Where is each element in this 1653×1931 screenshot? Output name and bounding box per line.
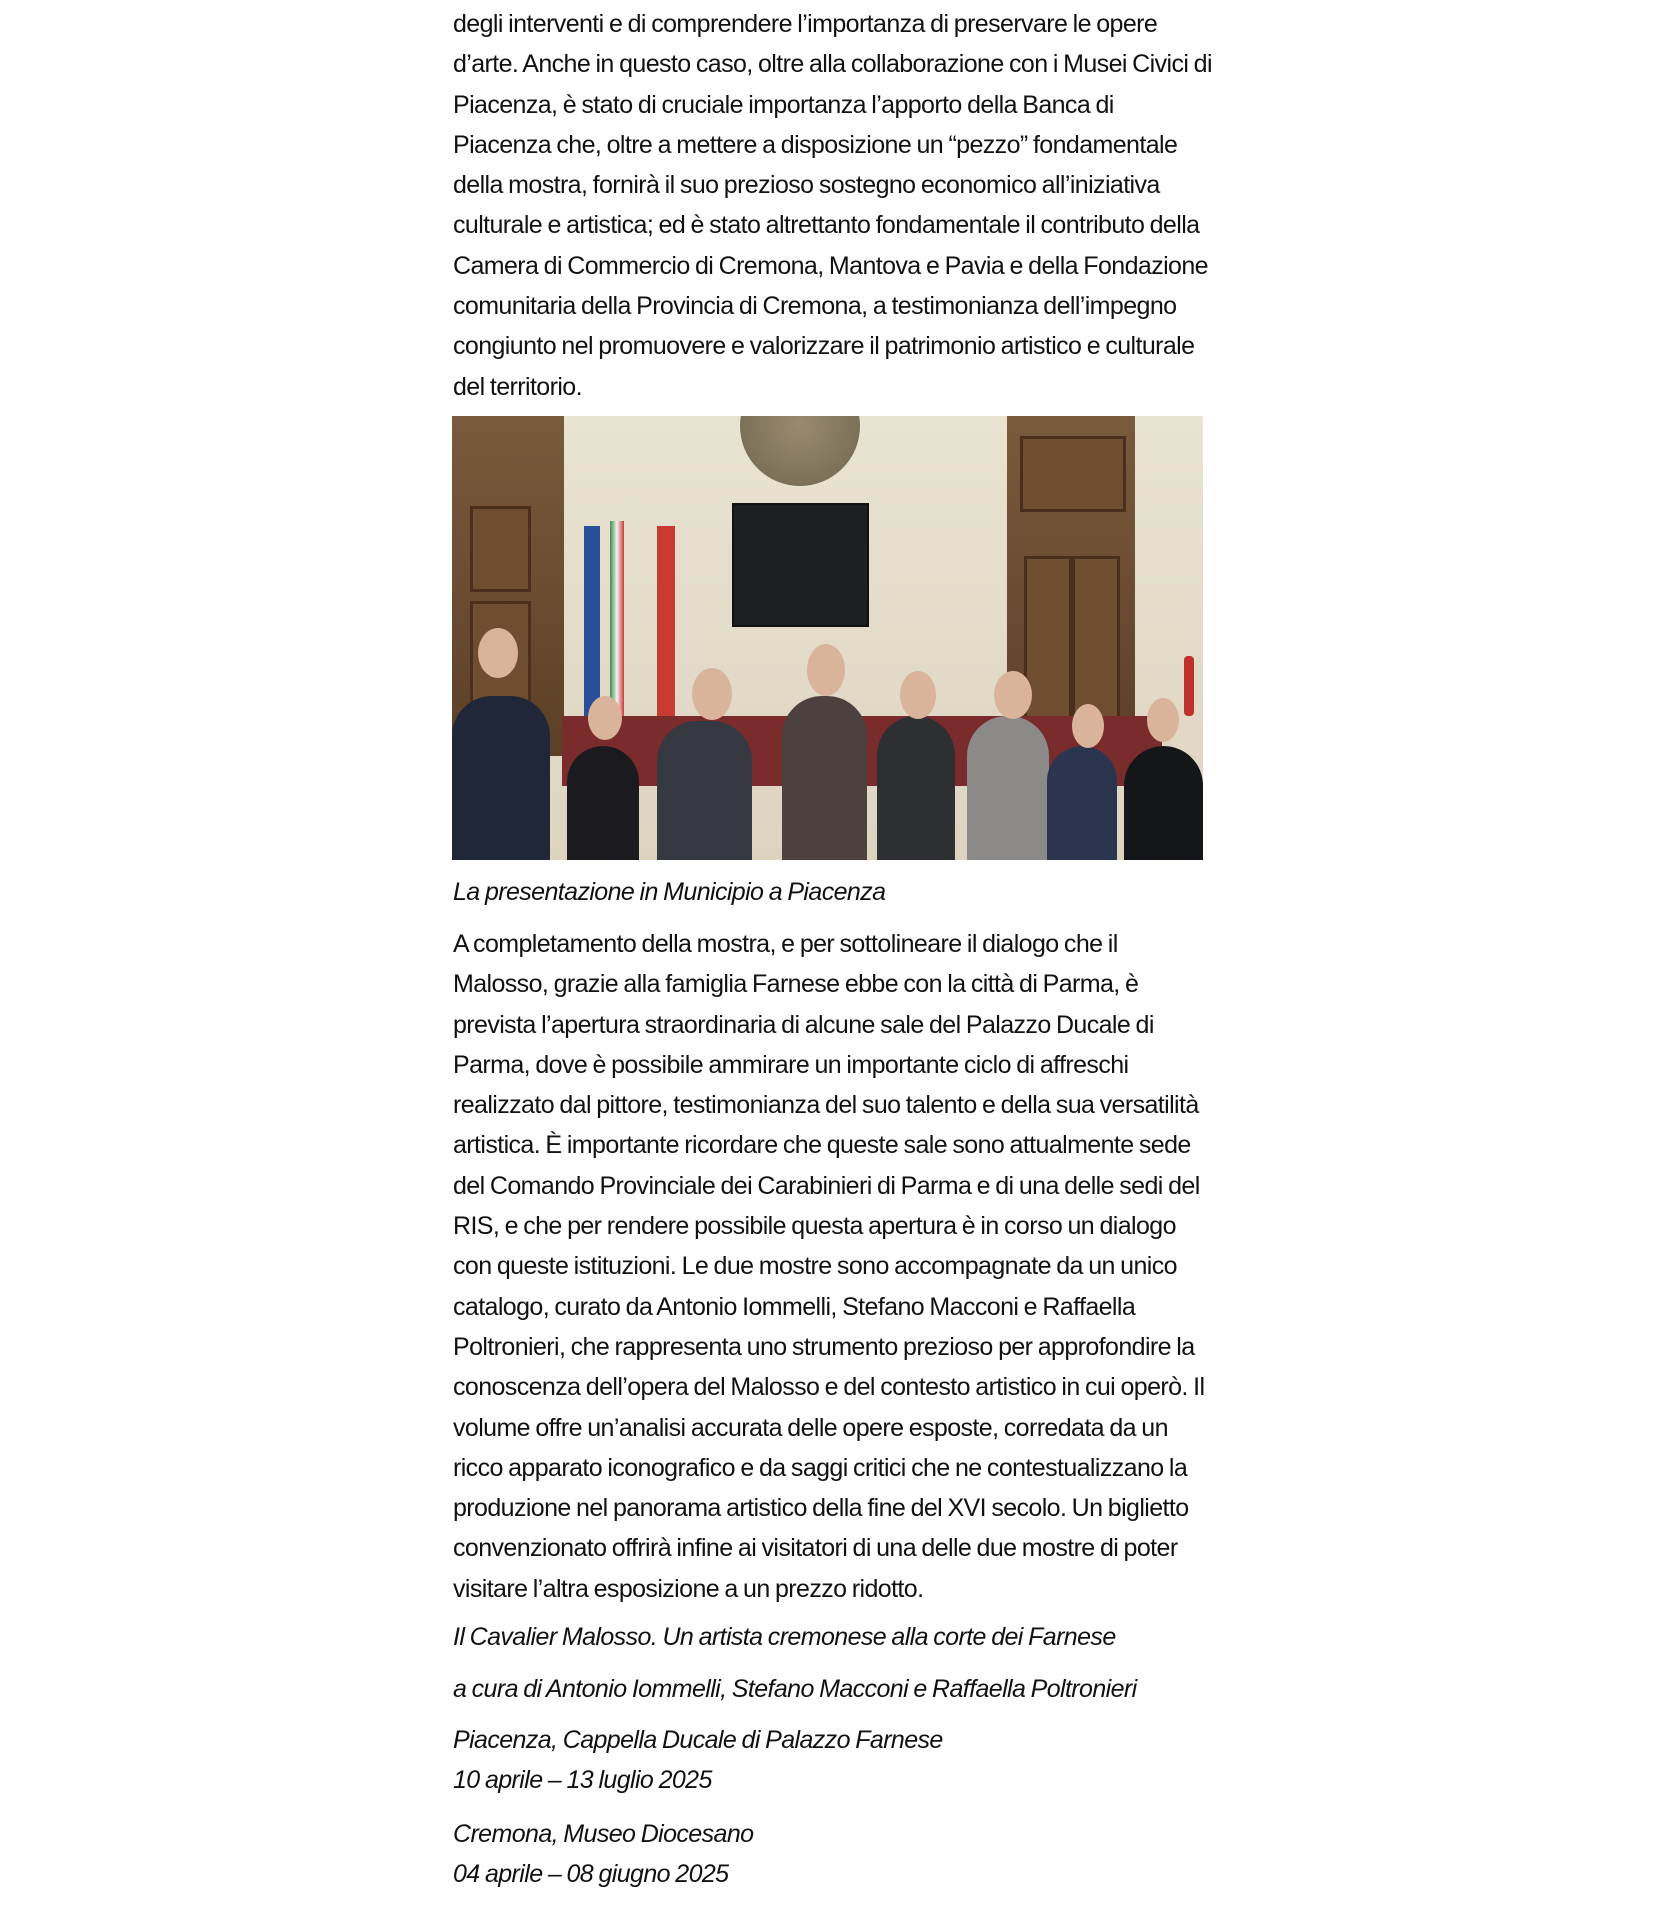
text-line: Camera di Commercio di Cremona, Mantova e Pavia e della Fondazione [453, 251, 1208, 280]
text-line: volume offre un’analisi accurata delle opere esposte, corredata da un [453, 1413, 1168, 1442]
text-line: del territorio. [453, 372, 582, 401]
head [807, 644, 845, 696]
head [1072, 704, 1104, 748]
text-line: Piacenza che, oltre a mettere a disposizione un “pezzo” fondamentale [453, 130, 1178, 159]
paragraph-1 [453, 4, 1213, 407]
text-line: Poltronieri, che rappresenta uno strumento prezioso per approfondire la [453, 1332, 1195, 1361]
head [478, 628, 518, 678]
text-line: A completamento della mostra, e per sottolineare il dialogo che il [453, 930, 1118, 958]
exhibition-venue-piacenza [453, 1720, 1213, 1801]
text-line: prevista l’apertura straordinaria di alcune sale del Palazzo Ducale di [453, 1010, 1154, 1039]
press-presentation-photo [452, 416, 1203, 860]
head [588, 696, 622, 740]
text-line: realizzato dal pittore, testimonianza del suo talento e della sua versatilità [453, 1091, 1199, 1120]
head [1147, 698, 1179, 742]
text-line: visitare l’altra esposizione a un prezzo ridotto. [453, 1574, 924, 1603]
person-5 [877, 716, 955, 860]
exhibition-title: Il Cavalier Malosso. Un artista cremonese alla corte dei Farnese [453, 1623, 1116, 1651]
text-line: catalogo, curato da Antonio Iommelli, Stefano Macconi e Raffaella [453, 1292, 1136, 1321]
person-8 [1124, 746, 1203, 860]
venue-name: Piacenza, Cappella Ducale di Palazzo Farnese [453, 1726, 943, 1754]
text-line: convenzionato offrirà infine ai visitatori di una delle due mostre di poter [453, 1534, 1178, 1563]
eu-flag [584, 526, 600, 726]
text-line: congiunto nel promuovere e valorizzare il patrimonio artistico e culturale [453, 332, 1195, 361]
text-line: Parma, dove è possibile ammirare un importante ciclo di affreschi [453, 1050, 1129, 1079]
text-line: d’arte. Anche in questo caso, oltre alla collaborazione con i Musei Civici di [453, 50, 1212, 79]
text-line: conoscenza dell’opera del Malosso e del contesto artistico in cui operò. Il [453, 1373, 1205, 1402]
text-line: Malosso, grazie alla famiglia Farnese ebbe con la città di Parma, è [453, 970, 1139, 999]
person-7 [1047, 746, 1117, 860]
text-line: comunitaria della Provincia di Cremona, a testimonianza dell’impegno [453, 292, 1177, 321]
tv-screen [732, 503, 869, 627]
person-1 [452, 696, 550, 860]
panel-detail [470, 506, 531, 592]
text-line: Piacenza, è stato di cruciale importanza l’apporto della Banca di [453, 90, 1114, 119]
venue-dates: 10 aprile – 13 luglio 2025 [453, 1766, 712, 1795]
text-line: culturale e artistica; ed è stato altrettanto fondamentale il contributo della [453, 211, 1200, 240]
exhibition-curators: a cura di Antonio Iommelli, Stefano Macconi e Raffaella Poltronieri [453, 1675, 1137, 1703]
text-line: degli interventi e di comprendere l’importanza di preservare le opere [453, 10, 1158, 38]
text-line: RIS, e che per rendere possibile questa apertura è in corso un dialogo [453, 1212, 1176, 1241]
venue-name: Cremona, Museo Diocesano [453, 1820, 754, 1848]
italian-flag [610, 521, 624, 721]
text-line: del Comando Provinciale dei Carabinieri di Parma e di una delle sedi del [453, 1171, 1200, 1200]
head [994, 671, 1032, 719]
paragraph-2 [453, 924, 1213, 1609]
text-line: della mostra, fornirà il suo prezioso sostegno economico all’iniziativa [453, 171, 1160, 200]
person-2 [567, 746, 639, 860]
exhibition-venue-cremona [453, 1814, 1213, 1895]
photo-caption: La presentazione in Municipio a Piacenza [453, 878, 886, 906]
person-3 [657, 721, 752, 860]
head [692, 668, 732, 720]
venue-dates: 04 aprile – 08 giugno 2025 [453, 1860, 729, 1889]
text-line: ricco apparato iconografico e da saggi critici che ne contestualizzano la [453, 1453, 1188, 1482]
text-line: artistica. È importante ricordare che queste sale sono attualmente sede [453, 1131, 1191, 1160]
text-line: produzione nel panorama artistico della fine del XVI secolo. Un biglietto [453, 1494, 1189, 1523]
panel-detail [1020, 436, 1126, 512]
fire-extinguisher [1184, 656, 1194, 716]
person-4 [782, 696, 867, 860]
city-flag [657, 526, 675, 736]
head [900, 671, 936, 719]
text-line: con queste istituzioni. Le due mostre sono accompagnate da un unico [453, 1252, 1177, 1281]
panel-detail [1024, 556, 1072, 732]
panel-detail [1072, 556, 1120, 732]
person-6 [967, 716, 1049, 860]
